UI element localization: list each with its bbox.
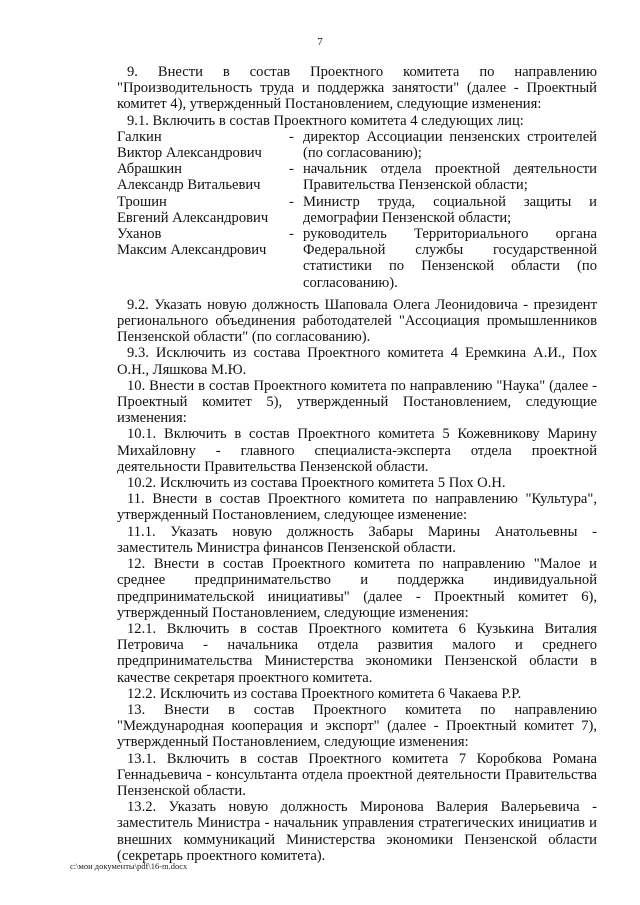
paragraph-11-1: 11.1. Указать новую должность Забары Марины Анатольевны - заместитель Министра финансов Пензенской области. (117, 523, 597, 556)
member-given-name: Александр Витальевич (117, 177, 261, 194)
page-number: 7 (317, 36, 323, 48)
paragraph-9-2: 9.2. Указать новую должность Шаповала Олега Леонидовича - президент регионального объединения работодателей "Ассоциация промышленников Пензенской области" (по согласованию). (117, 296, 597, 346)
document-body (117, 64, 597, 864)
member-name (117, 194, 289, 226)
committee-member-list (117, 129, 597, 291)
member-name (117, 161, 289, 193)
paragraph-11: 11. Внести в состав Проектного комитета по направлению "Культура", утвержденный Постановлением, следующее изменение: (117, 491, 597, 524)
paragraph-10: 10. Внести в состав Проектного комитета по направлению "Наука" (далее - Проектный комитет 5), утвержденный Постановлением, следующие изменения: (117, 377, 597, 427)
member-name (117, 129, 289, 161)
paragraph-13-2: 13.2. Указать новую должность Миронова Валерия Валерьевича - заместитель Министра - начальник управления стратегических инициатив и внешних коммуникаций Министерства экономики Пензенской области (секретарь проектного комитета). (117, 799, 597, 864)
member-row (117, 194, 597, 226)
paragraph-10-1: 10.1. Включить в состав Проектного комитета 5 Кожевникову Марину Михайловну - главного специалиста-эксперта отдела проектной деятельности Правительства Пензенской области. (117, 426, 597, 475)
member-row (117, 161, 597, 193)
member-surname: Уханов (117, 226, 162, 243)
member-given-name: Евгений Александрович (117, 209, 269, 226)
member-name (117, 226, 289, 258)
paragraph-13-1: 13.1. Включить в состав Проектного комитета 7 Коробкова Романа Геннадьевича - консультанта отдела проектной деятельности Правительства Пензенской области. (117, 750, 597, 799)
paragraph-9-3: 9.3. Исключить из состава Проектного комитета 4 Еремкина А.И., Пох О.Н., Ляшкова М.Ю. (117, 345, 597, 378)
paragraph-12-1: 12.1. Включить в состав Проектного комитета 6 Кузькина Виталия Петровича - начальника отдела развития малого и среднего предпринимательства Министерства экономики Пензенской области в качестве секретаря проектного комитета. (117, 620, 597, 686)
footer-file-path: c:\мои документы\pdf\16-m.docx (70, 861, 188, 871)
paragraph-9: 9. Внести в состав Проектного комитета по направлению "Производительность труда и поддержка занятости" (далее - Проектный комитет 4), утвержденный Постановлением, следующие изменения: (117, 64, 597, 113)
paragraph-12: 12. Внести в состав Проектного комитета по направлению "Малое и среднее предпринимательство и поддержка индивидуальной предпринимательской инициативы" (далее - Проектный комитет 6), утвержденный Постановлением, следующие изменения: (117, 556, 597, 621)
member-dash: - (289, 128, 294, 145)
paragraph-13: 13. Внести в состав Проектного комитета по направлению "Международная кооперация и экспорт" (далее - Проектный комитет 7), утвержденный Постановлением, следующие изменения: (117, 701, 597, 751)
member-row (117, 226, 597, 291)
member-dash: - (289, 161, 294, 178)
member-surname: Галкин (117, 128, 162, 145)
member-role: руководитель Территориального органа Федеральной службы государственной статистики по Пензенской области (по согласованию). (303, 226, 597, 291)
member-dash: - (289, 193, 294, 210)
member-role: Министр труда, социальной защиты и демографии Пензенской области; (303, 193, 597, 226)
member-dash: - (289, 226, 294, 243)
member-row (117, 129, 597, 161)
member-surname: Трошин (117, 193, 167, 210)
member-given-name: Максим Александрович (117, 242, 267, 259)
paragraph-9-1: 9.1. Включить в состав Проектного комитета 4 следующих лиц: (127, 112, 524, 129)
member-surname: Абрашкин (117, 161, 182, 178)
member-role: директор Ассоциации пензенских строителей (по согласованию); (303, 128, 597, 162)
paragraph-10-2: 10.2. Исключить из состава Проектного комитета 5 Пох О.Н. (127, 475, 506, 492)
member-given-name: Виктор Александрович (117, 145, 262, 162)
member-role: начальник отдела проектной деятельности Правительства Пензенской области; (303, 161, 597, 194)
paragraph-12-2: 12.2. Исключить из состава Проектного комитета 6 Чакаева Р.Р. (127, 685, 522, 702)
